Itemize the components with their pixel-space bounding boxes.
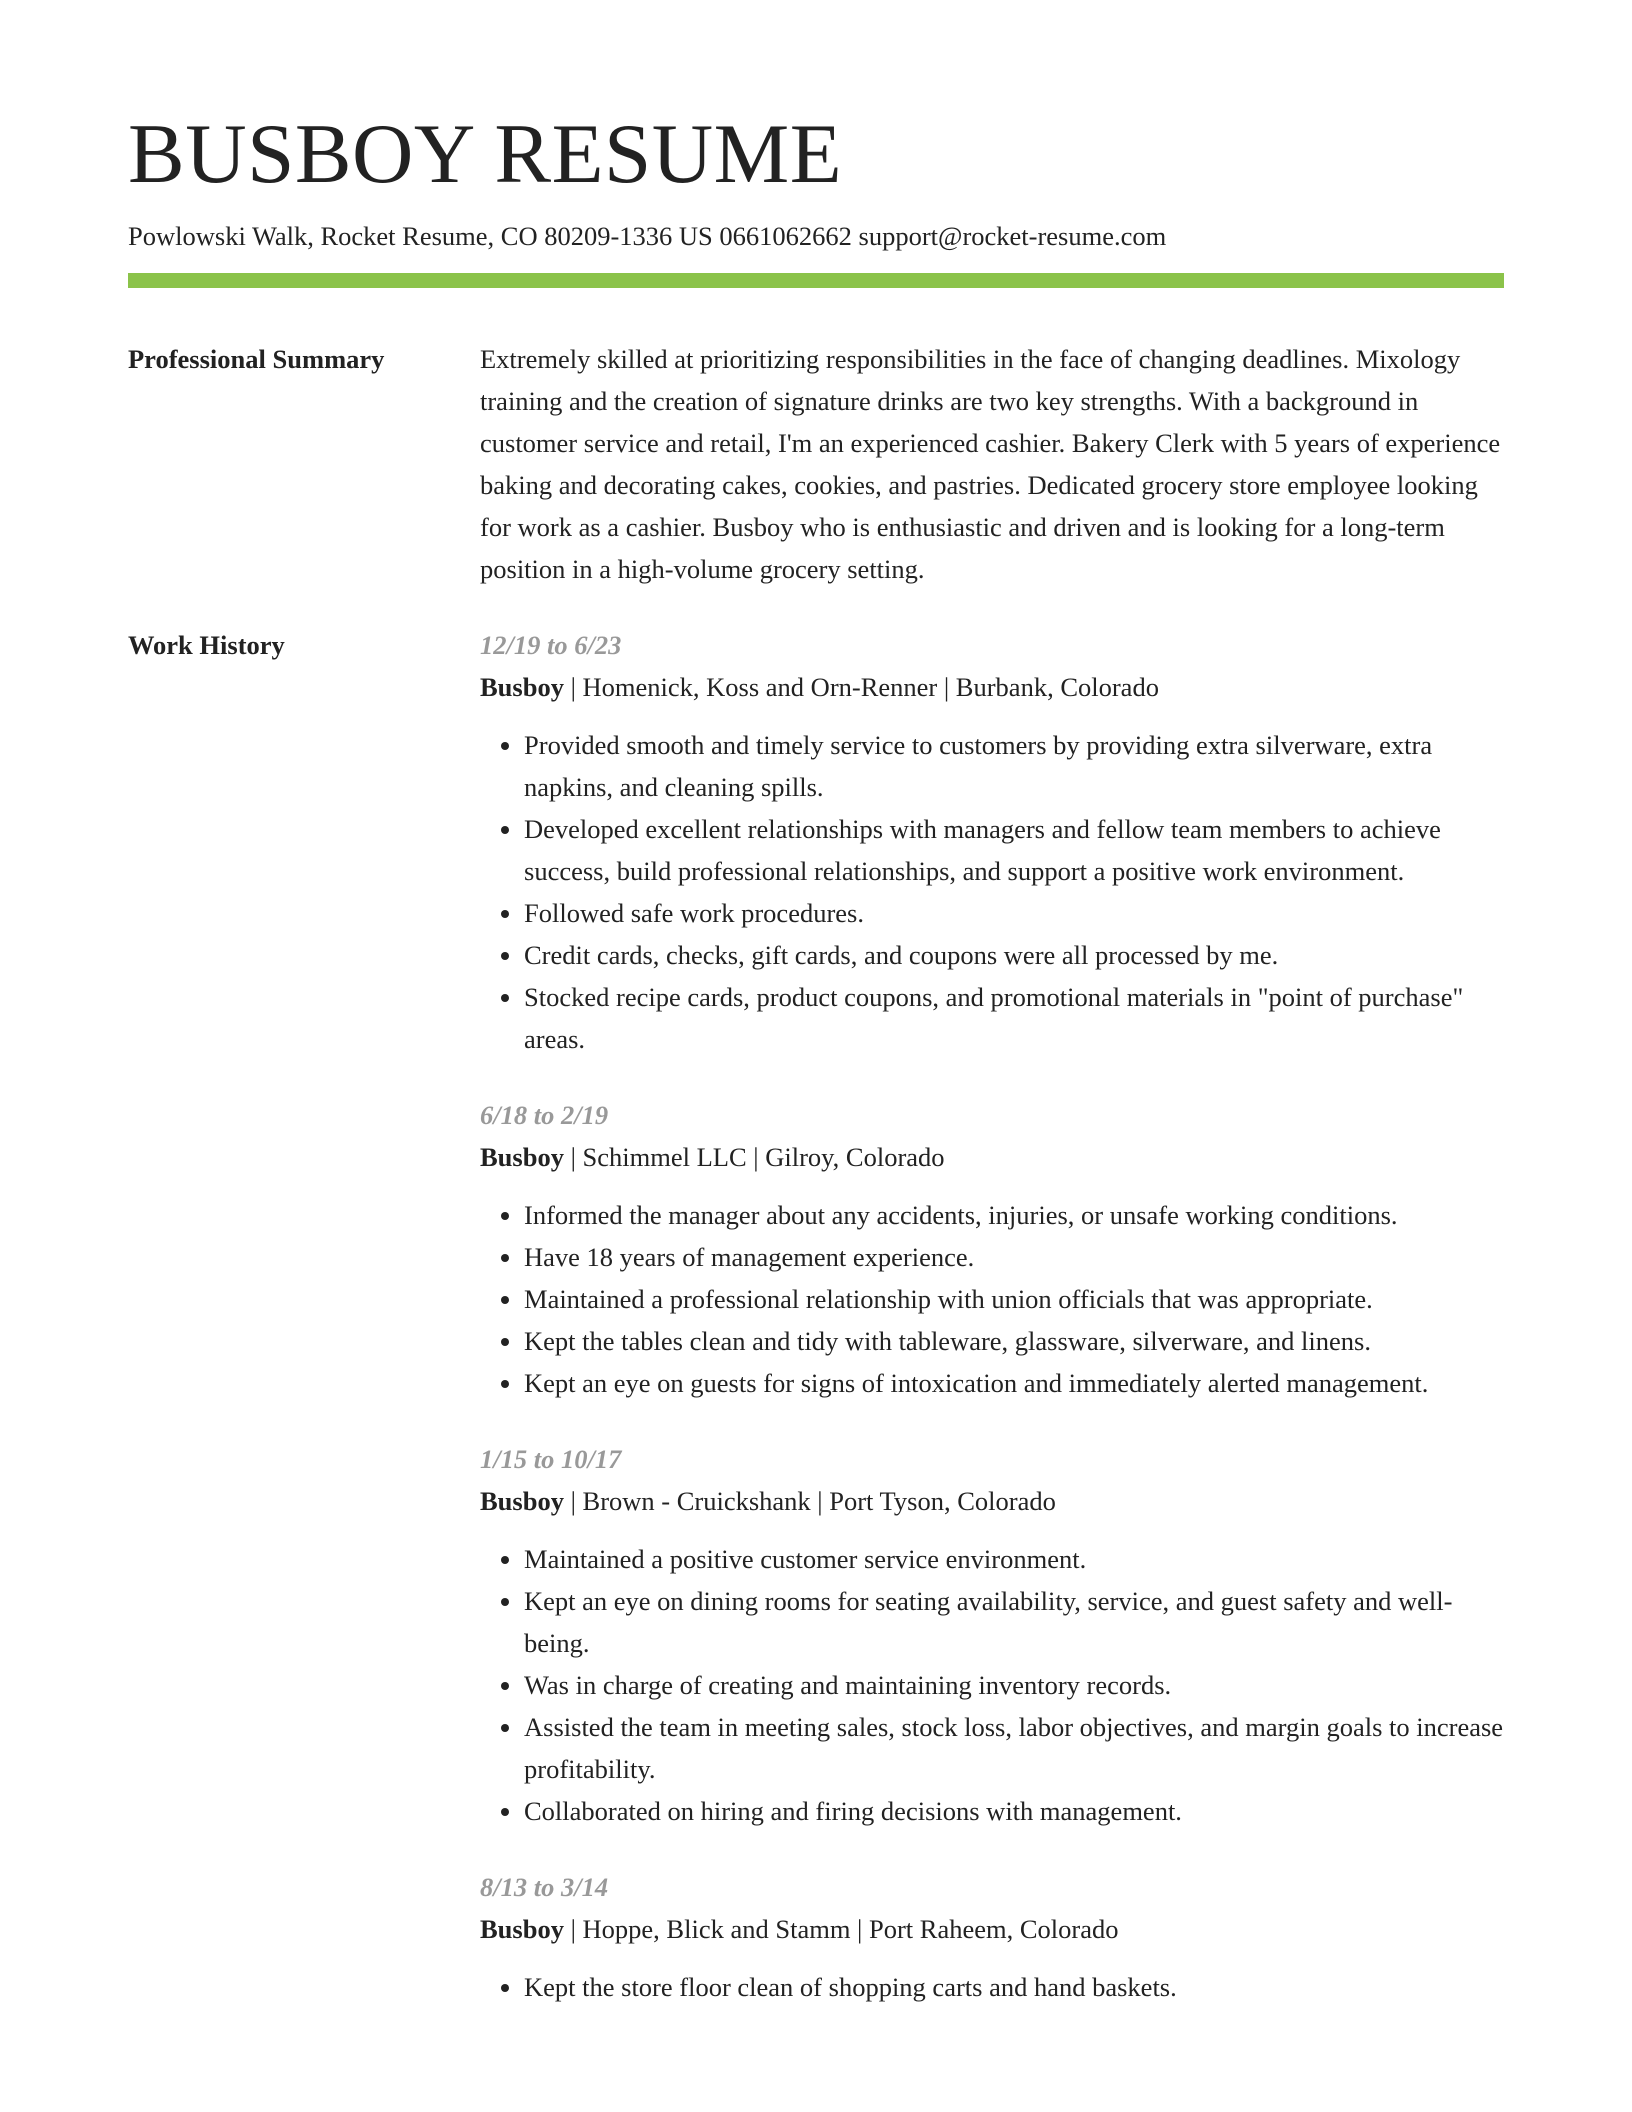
list-item: • Followed safe work procedures.: [524, 892, 1504, 934]
work-history-section: [128, 624, 1504, 2042]
section-body: [480, 338, 1504, 590]
job-dates: 1/15 to 10/17: [480, 1444, 622, 1475]
job-title-line: [480, 666, 1504, 708]
list-item: • Informed the manager about any accidents, injuries, or unsafe working conditions.: [524, 1194, 1504, 1236]
list-item: • Have 18 years of management experience.: [524, 1236, 1504, 1278]
accent-divider: [128, 273, 1504, 288]
list-item: • Maintained a professional relationship with union officials that was appropriate.: [524, 1278, 1504, 1320]
job-dates: 12/19 to 6/23: [480, 630, 622, 661]
list-item: • Kept an eye on dining rooms for seating availability, service, and guest safety and well-being.: [524, 1580, 1504, 1664]
job-details: | Homenick, Koss and Orn-Renner | Burbank, Colorado: [563, 672, 1159, 703]
job-details: | Hoppe, Blick and Stamm | Port Raheem, Colorado: [563, 1914, 1119, 1945]
job-title: Busboy: [480, 1486, 564, 1517]
list-item: • Stocked recipe cards, product coupons, and promotional materials in "point of purchase" areas.: [524, 976, 1504, 1060]
resume-title: BUSBOY RESUME: [128, 107, 843, 201]
job-bullets: [480, 1194, 1504, 1404]
list-item: • Collaborated on hiring and firing decisions with management.: [524, 1790, 1504, 1832]
job-entry: [480, 1438, 1504, 1832]
section-body: [480, 624, 1504, 2042]
job-entry: [480, 1094, 1504, 1404]
professional-summary-section: [128, 338, 1504, 590]
job-details: | Brown - Cruickshank | Port Tyson, Colorado: [563, 1486, 1056, 1517]
list-item: • Kept the store floor clean of shopping carts and hand baskets.: [524, 1966, 1504, 2008]
list-item: • Kept the tables clean and tidy with tableware, glassware, silverware, and linens.: [524, 1320, 1504, 1362]
job-bullets: [480, 724, 1504, 1060]
job-title: Busboy: [480, 1142, 564, 1173]
summary-text: Extremely skilled at prioritizing responsibilities in the face of changing deadlines. Mixology training and the creation of signature drinks are two key strengths. With a background in customer service and retail, I'm an experienced cashier. Bakery Clerk with 5 years of experience baking and decorating cakes, cookies, and pastries. Dedicated grocery store employee looking for work as a cashier. Busboy who is enthusiastic and driven and is looking for a long-term position in a high-volume grocery setting.: [480, 344, 1501, 585]
job-title-line: [480, 1136, 1504, 1178]
job-title-line: [480, 1480, 1504, 1522]
list-item: • Kept an eye on guests for signs of intoxication and immediately alerted management.: [524, 1362, 1504, 1404]
list-item: • Developed excellent relationships with managers and fellow team members to achieve success, build professional relationships, and support a positive work environment.: [524, 808, 1504, 892]
job-title: Busboy: [480, 672, 564, 703]
section-label: Work History: [128, 630, 285, 661]
section-label: Professional Summary: [128, 344, 385, 375]
job-bullets: [480, 1966, 1504, 2008]
list-item: • Provided smooth and timely service to customers by providing extra silverware, extra napkins, and cleaning spills.: [524, 724, 1504, 808]
contact-line: Powlowski Walk, Rocket Resume, CO 80209-1336 US 0661062662 support@rocket-resume.com: [128, 221, 1167, 251]
job-title-line: [480, 1908, 1504, 1950]
list-item: • Maintained a positive customer service environment.: [524, 1538, 1504, 1580]
job-entry: [480, 1866, 1504, 2008]
job-bullets: [480, 1538, 1504, 1832]
job-details: | Schimmel LLC | Gilroy, Colorado: [563, 1142, 945, 1173]
job-dates: 6/18 to 2/19: [480, 1100, 609, 1131]
job-dates: 8/13 to 3/14: [480, 1872, 609, 1903]
list-item: • Assisted the team in meeting sales, stock loss, labor objectives, and margin goals to increase profitability.: [524, 1706, 1504, 1790]
job-entry: [480, 624, 1504, 1060]
list-item: • Was in charge of creating and maintaining inventory records.: [524, 1664, 1504, 1706]
list-item: • Credit cards, checks, gift cards, and coupons were all processed by me.: [524, 934, 1504, 976]
job-title: Busboy: [480, 1914, 564, 1945]
